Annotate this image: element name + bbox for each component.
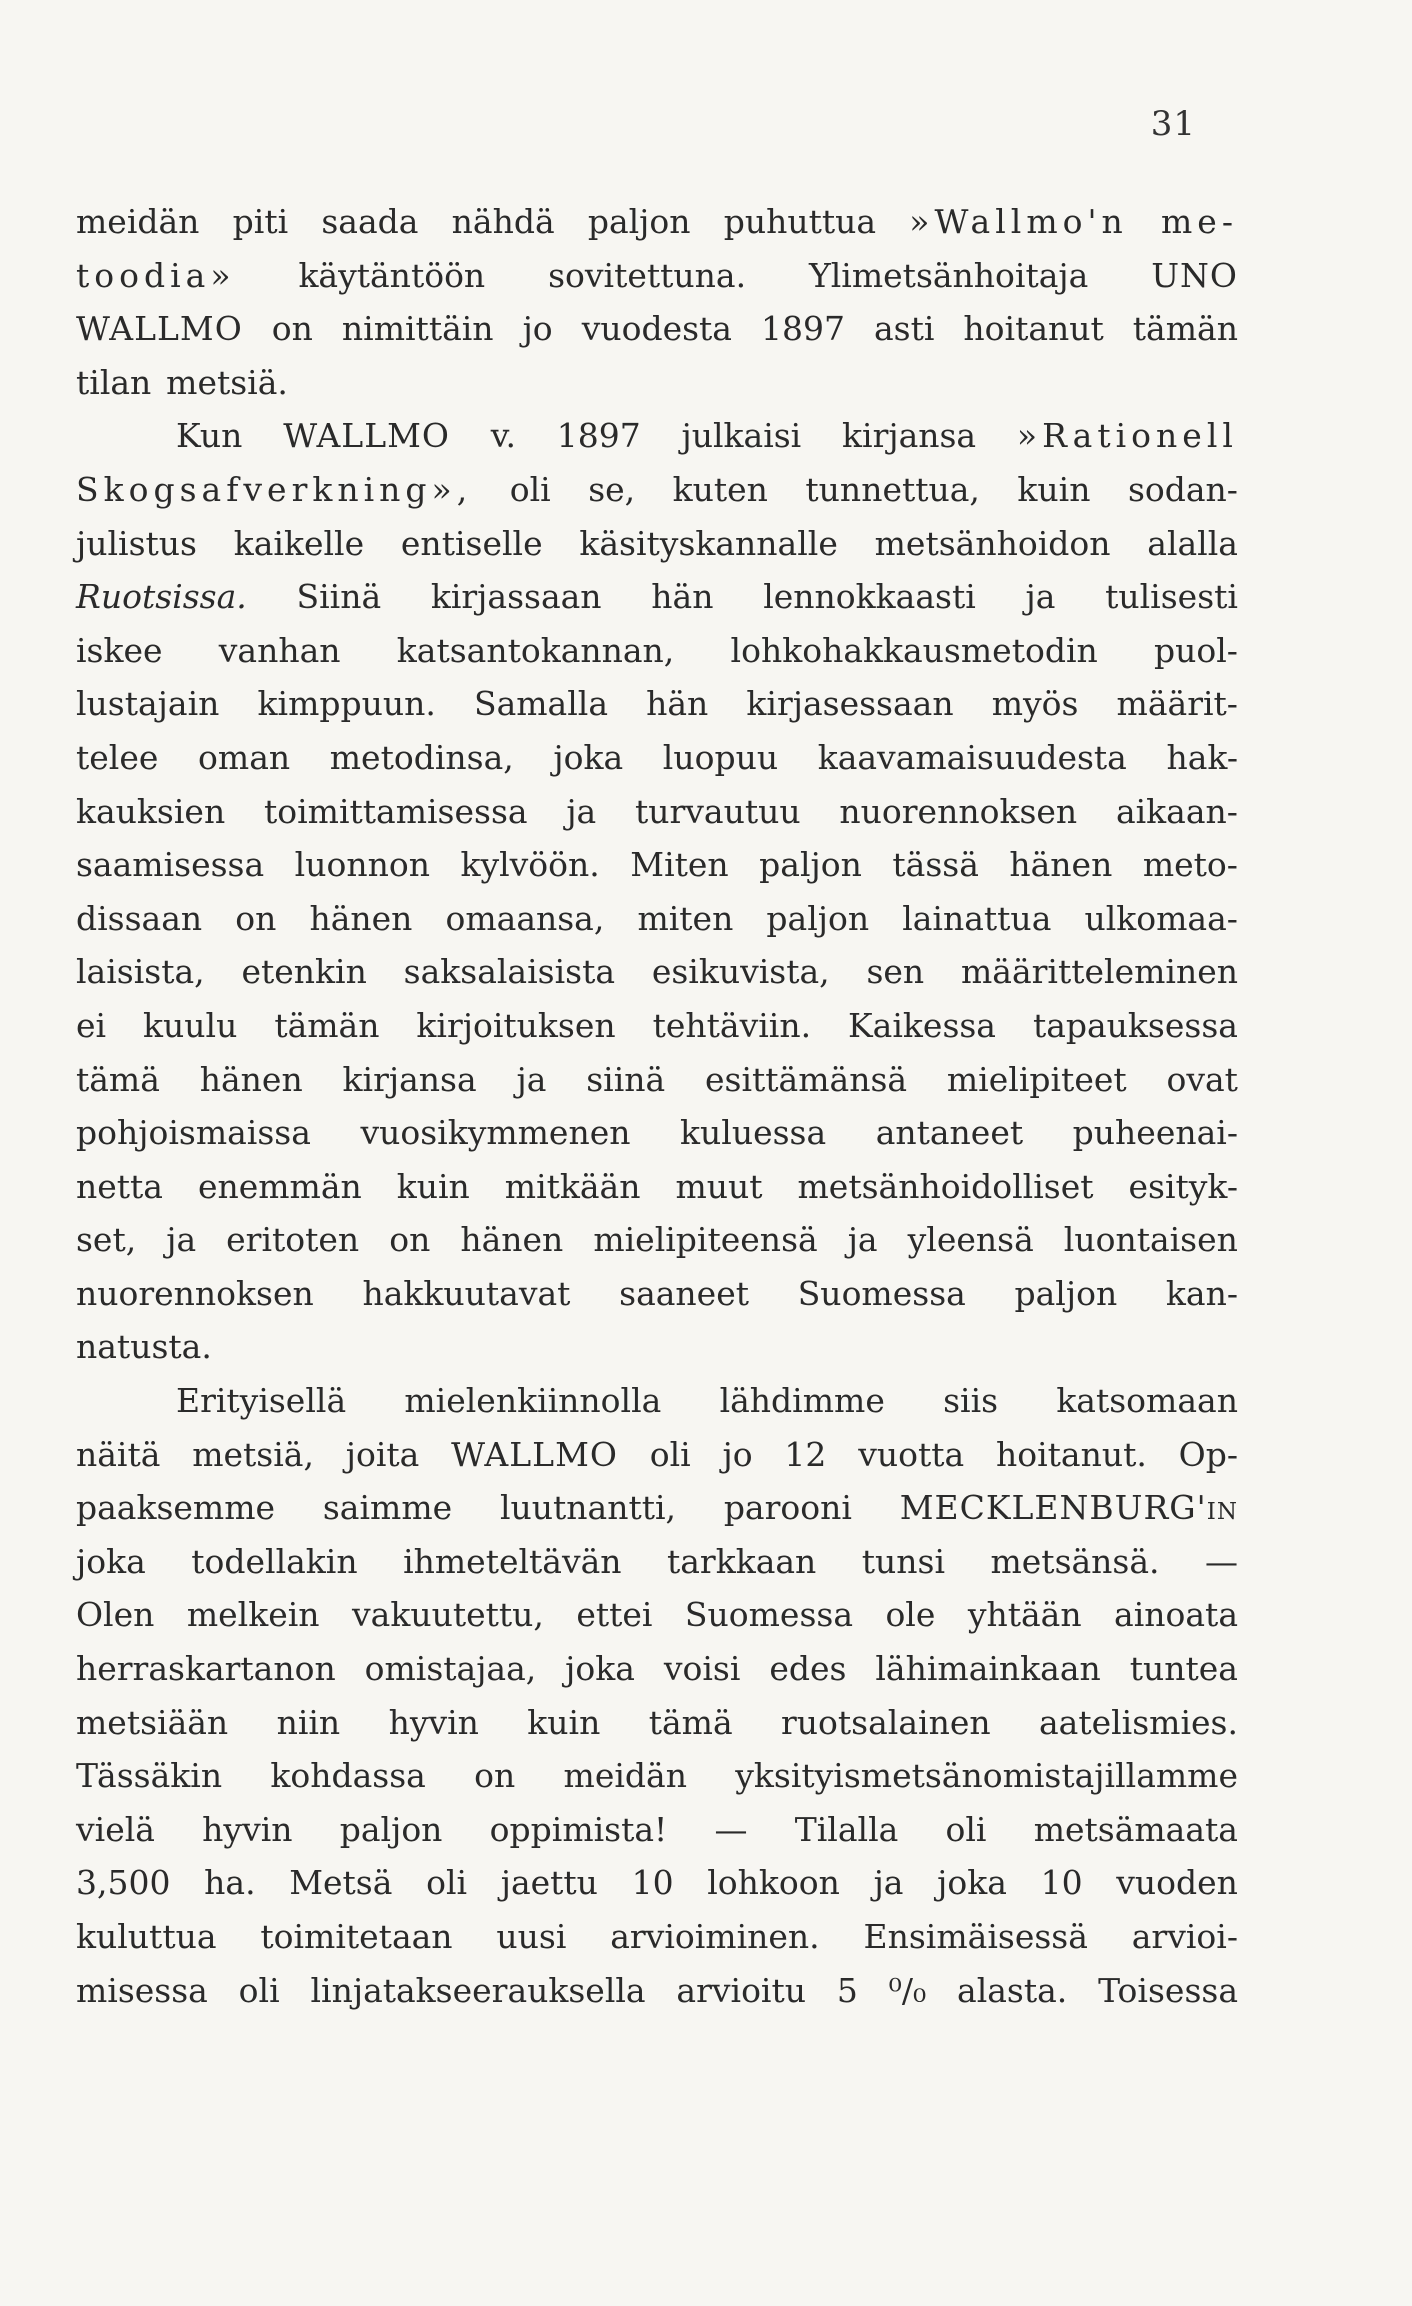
word: natusta. — [76, 1327, 212, 1367]
text-line — [76, 1863, 1238, 1917]
word: niin — [276, 1702, 341, 1742]
word: ihmeteltävän — [403, 1541, 622, 1581]
text-line — [76, 1274, 1238, 1328]
word: paljon — [766, 898, 870, 938]
text-line — [76, 1167, 1238, 1221]
text-line — [76, 1756, 1238, 1810]
word: turvautuu — [635, 791, 801, 831]
text-line — [76, 524, 1238, 578]
word: pohjoismaissa — [76, 1113, 311, 1153]
text-line — [76, 1381, 1238, 1435]
word: herraskartanon — [76, 1649, 336, 1689]
word: miten — [637, 898, 734, 938]
word: kirjasessaan — [746, 684, 954, 724]
text-line — [76, 952, 1238, 1006]
word: paljon — [587, 202, 691, 241]
word: näitä — [76, 1434, 161, 1474]
word: v. — [490, 416, 516, 456]
word: Tässäkin — [76, 1756, 223, 1796]
word: tarkkaan — [667, 1541, 817, 1581]
word: hoitanut. — [995, 1434, 1147, 1474]
word: 3,500 — [76, 1863, 171, 1903]
word: vielä — [76, 1809, 155, 1849]
word: alalla — [1147, 523, 1238, 563]
word: joka — [937, 1863, 1007, 1903]
word: laisista, — [76, 952, 205, 992]
word: kuulu — [143, 1005, 238, 1045]
word: oppimista! — [489, 1809, 668, 1849]
word: aatelismies. — [1038, 1702, 1238, 1742]
word: myös — [991, 684, 1079, 724]
word: puhuttua — [723, 202, 877, 241]
word: tämän — [1132, 309, 1238, 349]
word: edes — [769, 1649, 847, 1689]
word: tuntea — [1129, 1649, 1238, 1689]
word: luutnantti, — [499, 1488, 677, 1528]
word: hänen — [1009, 845, 1113, 885]
text-line — [76, 631, 1238, 685]
word: tapauksessa — [1032, 1005, 1238, 1045]
word: oli — [945, 1809, 987, 1849]
word: metsänsä. — [990, 1541, 1160, 1581]
word: tässä — [892, 845, 979, 885]
word: toodia» — [76, 255, 236, 295]
word: ettei — [576, 1595, 653, 1635]
word: asti — [873, 309, 935, 349]
word: mielenkiinnolla — [404, 1381, 662, 1421]
word: netta — [76, 1166, 163, 1206]
word: misessa — [76, 1970, 208, 2010]
word: 1897 — [556, 416, 641, 456]
word: joka — [553, 737, 624, 777]
word: vuosikymmenen — [360, 1113, 631, 1153]
word: Samalla — [473, 684, 608, 724]
word: paljon — [1014, 1273, 1118, 1313]
word: hyvin — [202, 1809, 293, 1849]
word: tämä — [648, 1702, 733, 1742]
word: metsiä. — [166, 362, 288, 402]
word: joka — [76, 1541, 146, 1581]
word: ja — [847, 1220, 878, 1260]
word: Suomessa — [684, 1595, 853, 1635]
word: ⁰/₀ — [888, 1970, 927, 2010]
word: lustajain — [76, 684, 220, 724]
word: vanhan — [218, 630, 341, 670]
word: on — [235, 898, 277, 938]
word: oli — [649, 1434, 691, 1474]
word: toimittamisessa — [263, 791, 528, 831]
word: toimitetaan — [260, 1917, 453, 1956]
word: tilan — [76, 362, 152, 402]
word: metsämaata — [1033, 1809, 1238, 1849]
text-line — [76, 1113, 1238, 1167]
word: ovat — [1166, 1059, 1238, 1099]
word: luonnon — [294, 845, 430, 885]
word: hänen — [460, 1220, 564, 1260]
word: dissaan — [76, 898, 203, 938]
word: nähdä — [451, 202, 555, 241]
word: alasta. — [957, 1970, 1068, 2010]
word: tämä — [76, 1059, 160, 1099]
word: Op- — [1178, 1434, 1238, 1474]
word: nuorennoksen — [76, 1273, 314, 1313]
word: Miten — [630, 845, 729, 885]
word: hoitanut — [963, 309, 1104, 349]
word: mitkään — [504, 1166, 641, 1206]
word: melkein — [186, 1595, 320, 1635]
word: joka — [565, 1649, 635, 1689]
word: set, — [76, 1220, 137, 1260]
text-line — [76, 1220, 1238, 1274]
text-line — [76, 1488, 1238, 1542]
word: Suomessa — [797, 1273, 966, 1313]
text-line — [76, 1971, 1238, 2025]
word: kuin — [396, 1166, 470, 1206]
word: 10 — [1040, 1863, 1083, 1903]
word: aikaan- — [1115, 791, 1238, 831]
word: lohkoon — [707, 1863, 840, 1903]
text-line — [76, 1542, 1238, 1596]
word: voisi — [663, 1649, 741, 1689]
word: yhtään — [967, 1595, 1082, 1635]
word: kaikelle — [233, 523, 365, 563]
word: 5 — [836, 1970, 858, 2010]
word: ja — [566, 791, 597, 831]
word: arvioitu — [676, 1970, 807, 2010]
text-line — [76, 738, 1238, 792]
word: WALLMO — [283, 416, 450, 456]
text-line — [76, 845, 1238, 899]
word: määritteleminen — [961, 952, 1238, 992]
word: tehtäviin. — [652, 1005, 812, 1045]
text-line — [76, 363, 1238, 417]
word: ja — [873, 1863, 904, 1903]
word: uusi — [496, 1917, 567, 1956]
text-line — [76, 577, 1238, 631]
word: esityk- — [1128, 1166, 1238, 1206]
word: esittämänsä — [705, 1059, 908, 1099]
word: jo — [522, 309, 553, 349]
word: lohkohakkausmetodin — [730, 630, 1098, 670]
word: jaettu — [500, 1863, 598, 1903]
word: ha. — [204, 1863, 256, 1903]
word: kirjassaan — [430, 577, 602, 617]
word: Kun — [176, 416, 243, 456]
text-line — [76, 256, 1238, 310]
text-line — [76, 416, 1238, 470]
word: Siinä — [296, 577, 382, 617]
word: hyvin — [388, 1702, 479, 1742]
word: paljon — [339, 1809, 443, 1849]
word: ja — [516, 1059, 547, 1099]
word: mielipiteensä — [593, 1220, 818, 1260]
word: luontaisen — [1063, 1220, 1238, 1260]
word: enemmän — [197, 1166, 362, 1206]
word: esikuvista, — [651, 952, 830, 992]
word: nimittäin — [341, 309, 494, 349]
word: hakkuutavat — [362, 1273, 571, 1313]
text-line — [76, 470, 1238, 524]
word: meidän — [563, 1756, 687, 1796]
text-line — [76, 1327, 1238, 1381]
word: tämän — [274, 1005, 380, 1045]
word: telee — [76, 737, 159, 777]
word: nuorennoksen — [839, 791, 1078, 831]
word: siis — [943, 1381, 999, 1421]
word: 12 — [784, 1434, 827, 1474]
word: kohdassa — [270, 1756, 426, 1796]
text-line — [76, 1703, 1238, 1757]
word: hän — [646, 684, 709, 724]
text-line — [76, 792, 1238, 846]
word: etenkin — [241, 952, 367, 992]
word: parooni — [723, 1488, 852, 1528]
word: lainattua — [902, 898, 1052, 938]
word: arvioi- — [1131, 1917, 1238, 1956]
word: paljon — [759, 845, 862, 885]
word: puheenai- — [1072, 1113, 1238, 1153]
word: muut — [675, 1166, 763, 1206]
word: 1897 — [760, 309, 845, 349]
word: tunsi — [861, 1541, 946, 1581]
word: meidän — [76, 202, 200, 241]
word: metsänhoidolliset — [797, 1166, 1094, 1206]
word: kimppuun. — [257, 684, 436, 724]
word: lennokkaasti — [763, 577, 976, 617]
word: Ruotsissa. — [76, 577, 247, 617]
word: ainoata — [1114, 1595, 1238, 1635]
text-line — [76, 1810, 1238, 1864]
word: saaneet — [619, 1273, 749, 1313]
text-line — [76, 1917, 1238, 1971]
word: kirjansa — [842, 416, 977, 456]
word: ei — [76, 1005, 107, 1045]
word: me- — [1161, 202, 1238, 241]
word: linjatakseerauksella — [310, 1970, 646, 2010]
word: eritoten — [226, 1220, 360, 1260]
body-text — [76, 202, 1238, 2024]
word: vakuutettu, — [352, 1595, 544, 1635]
word: metsänhoidon — [874, 523, 1111, 563]
word: julistus — [76, 523, 197, 563]
text-line — [76, 309, 1238, 363]
word: — — [1204, 1541, 1238, 1581]
word: tunnettua, — [805, 469, 980, 509]
word: on — [474, 1756, 516, 1796]
word: käsityskannalle — [579, 523, 838, 563]
word: Erityisellä — [176, 1381, 347, 1421]
word: käytäntöön — [298, 255, 486, 295]
word: vuoden — [1116, 1863, 1238, 1903]
word: yleensä — [907, 1220, 1034, 1260]
word: kirjansa — [342, 1059, 477, 1099]
word: kylvöön. — [460, 845, 600, 885]
text-line — [76, 1060, 1238, 1114]
word: metodinsa, — [329, 737, 514, 777]
word: mielipiteet — [946, 1059, 1127, 1099]
word: ole — [885, 1595, 936, 1635]
word: kuten — [672, 469, 768, 509]
word: paaksemme — [76, 1488, 276, 1528]
word: oli — [509, 469, 551, 509]
word: »Wallmo'n — [909, 202, 1128, 241]
word: puol- — [1154, 630, 1238, 670]
word: kan- — [1165, 1273, 1238, 1313]
word: joita — [345, 1434, 420, 1474]
word: Skogsafverkning», — [76, 469, 473, 509]
text-line — [76, 1595, 1238, 1649]
text-line — [76, 684, 1238, 738]
word: siinä — [586, 1059, 666, 1099]
word: lähdimme — [719, 1381, 885, 1421]
word: kuin — [1017, 469, 1091, 509]
word: kirjoituksen — [416, 1005, 616, 1045]
word: katsantokannan, — [396, 630, 675, 670]
word: se, — [588, 469, 636, 509]
word: vuotta — [858, 1434, 965, 1474]
word: kuluessa — [680, 1113, 827, 1153]
word: meto- — [1142, 845, 1238, 885]
word: »Rationell — [1016, 416, 1238, 456]
word: arvioiminen. — [610, 1917, 820, 1956]
word: hän — [651, 577, 714, 617]
word: hänen — [309, 898, 413, 938]
word: iskee — [76, 630, 163, 670]
word: metsiään — [76, 1702, 229, 1742]
word: hak- — [1166, 737, 1238, 777]
text-line — [76, 1435, 1238, 1489]
word: on — [271, 309, 313, 349]
word: 10 — [631, 1863, 674, 1903]
word: WALLMO — [76, 309, 243, 349]
word: Metsä — [289, 1863, 393, 1903]
text-line — [76, 1649, 1238, 1703]
word: omaansa, — [445, 898, 605, 938]
word: Olen — [76, 1595, 155, 1635]
word: — — [714, 1809, 748, 1849]
word: saada — [321, 202, 419, 241]
word: sodan- — [1127, 469, 1238, 509]
word: Ensimäisessä — [863, 1917, 1088, 1956]
word: on — [389, 1220, 431, 1260]
word: ulkomaa- — [1084, 898, 1238, 938]
word: antaneet — [875, 1113, 1024, 1153]
word: Kaikessa — [848, 1005, 996, 1045]
word: luopuu — [662, 737, 779, 777]
word: UNO — [1151, 255, 1238, 295]
word: omistajaa, — [364, 1649, 537, 1689]
word: entiselle — [400, 523, 543, 563]
word: kuin — [527, 1702, 601, 1742]
word: piti — [232, 202, 289, 241]
word: Ylimetsänhoitaja — [808, 255, 1089, 295]
word: tulisesti — [1105, 577, 1238, 617]
word: saimme — [322, 1488, 453, 1528]
word: ja — [1025, 577, 1056, 617]
word: oli — [238, 1970, 280, 2010]
word: saamisessa — [76, 845, 265, 885]
word: todellakin — [191, 1541, 358, 1581]
word: määrit- — [1116, 684, 1238, 724]
word: oman — [198, 737, 291, 777]
word: ruotsalainen — [781, 1702, 991, 1742]
text-line — [76, 202, 1238, 256]
text-line — [76, 1006, 1238, 1060]
word: katsomaan — [1056, 1381, 1238, 1421]
word: Toisessa — [1098, 1970, 1238, 2010]
word: WALLMO — [451, 1434, 618, 1474]
word: kuluttua — [76, 1917, 217, 1956]
word: kaavamaisuudesta — [817, 737, 1127, 777]
word: jo — [722, 1434, 753, 1474]
word: ja — [166, 1220, 197, 1260]
word: sen — [866, 952, 925, 992]
word: sovitettuna. — [548, 255, 747, 295]
word: saksalaisista — [403, 952, 616, 992]
word: yksityismetsänomistajillamme — [735, 1756, 1238, 1796]
word: julkaisi — [681, 416, 802, 456]
word: vuodesta — [581, 309, 732, 349]
word: kauksien — [76, 791, 226, 831]
word: lähimainkaan — [875, 1649, 1101, 1689]
word: hänen — [199, 1059, 303, 1099]
word: MECKLENBURG'in — [899, 1488, 1238, 1528]
word: Tilalla — [794, 1809, 899, 1849]
word: oli — [426, 1863, 468, 1903]
text-line — [76, 899, 1238, 953]
word: metsiä, — [192, 1434, 314, 1474]
page-number: 31 — [1150, 104, 1196, 144]
